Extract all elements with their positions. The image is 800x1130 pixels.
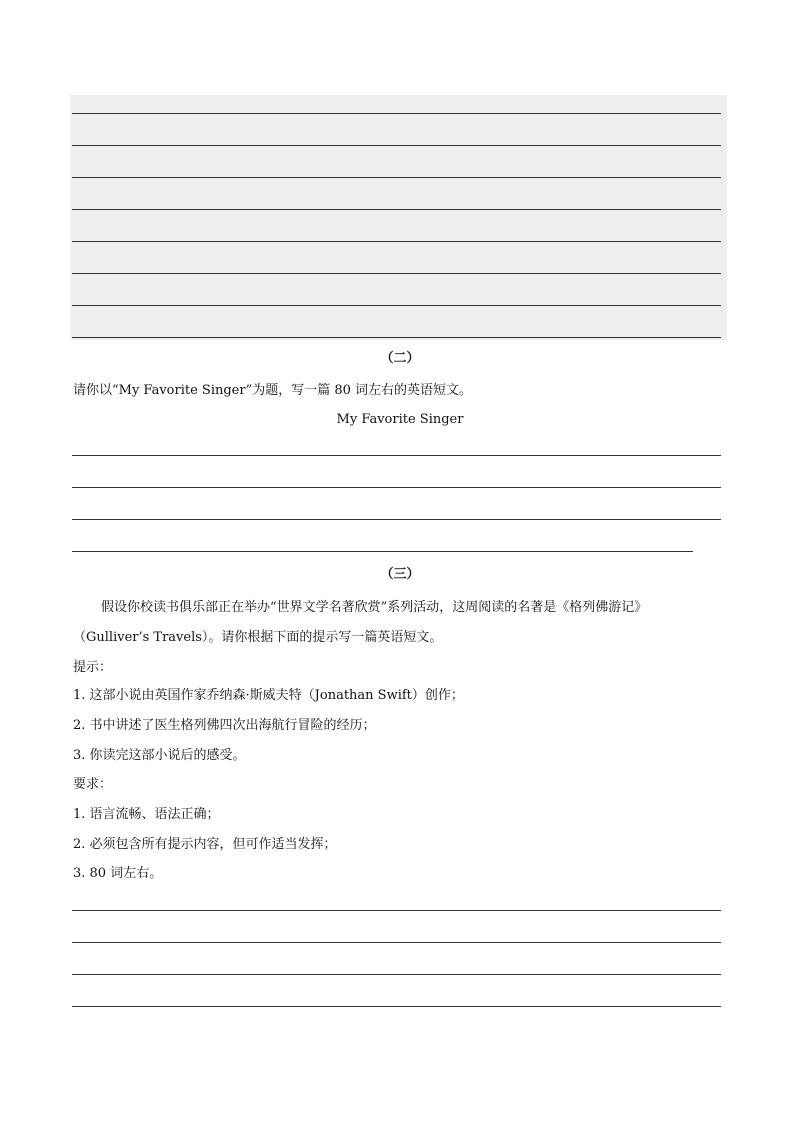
hint-item: 1. 这部小说由英国作家乔纳森·斯威夫特（Jonathan Swift）创作； [73,688,464,703]
writing-line[interactable] [72,974,721,975]
section-3-heading: （三） [380,567,420,582]
requirement-item: 1. 语言流畅、语法正确； [73,807,220,822]
section-3-intro-line-1: 假设你校读书俱乐部正在举办“世界文学名著欣赏”系列活动，这周阅读的名著是《格列佛游记》 [101,600,648,615]
section-3-intro-line-2: （Gulliver’s Travels）。请你根据下面的提示写一篇英语短文。 [73,630,443,645]
writing-line[interactable] [72,455,721,456]
writing-line [72,241,721,242]
writing-line [72,273,721,274]
writing-line [72,337,721,338]
writing-area-shaded [70,95,727,340]
writing-line[interactable] [72,487,721,488]
writing-line[interactable] [72,910,721,911]
writing-line[interactable] [72,942,721,943]
writing-line[interactable] [72,1006,721,1007]
writing-line [72,209,721,210]
hint-item: 2. 书中讲述了医生格列佛四次出海航行冒险的经历； [73,718,376,733]
requirement-item: 3. 80 词左右。 [73,866,163,881]
writing-line[interactable] [72,551,693,552]
section-2-prompt: 请你以“My Favorite Singer”为题，写一篇 80 词左右的英语短文。 [73,383,473,398]
hints-label: 提示： [73,660,113,675]
writing-line[interactable] [72,519,721,520]
section-2-heading: （二） [380,351,420,366]
writing-line [72,145,721,146]
writing-line [72,177,721,178]
requirements-label: 要求： [73,777,113,792]
hint-item: 3. 你读完这部小说后的感受。 [73,748,246,763]
essay-title: My Favorite Singer [336,412,464,427]
writing-line [72,113,721,114]
writing-line [72,305,721,306]
requirement-item: 2. 必须包含所有提示内容，但可作适当发挥； [73,837,337,852]
